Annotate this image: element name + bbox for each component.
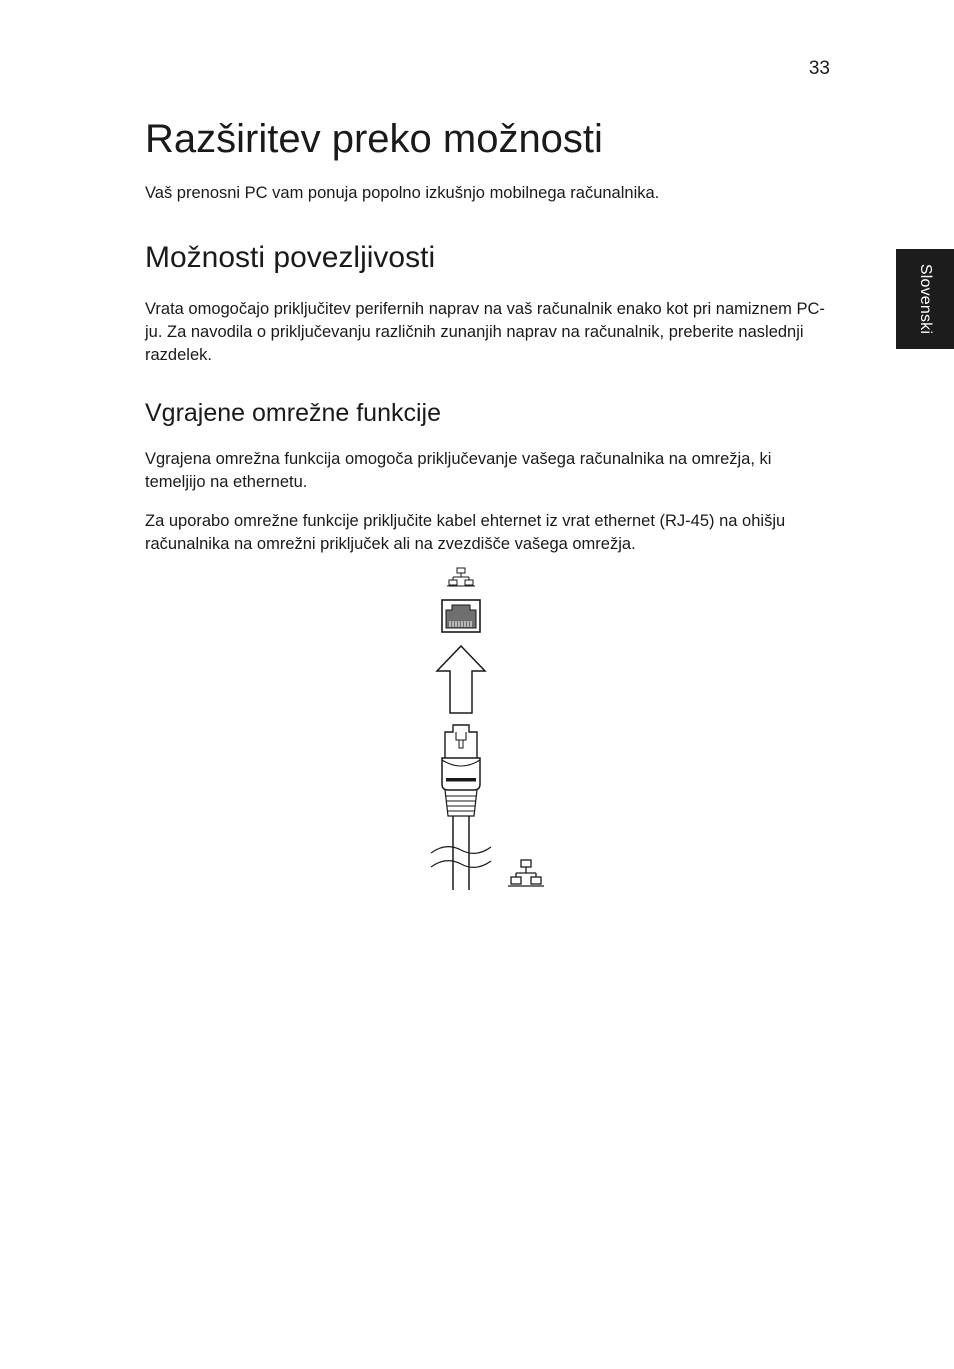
page-number: 33 (808, 58, 830, 79)
network-paragraph-1: Vgrajena omrežna funkcija omogoča priključevanje vašega računalnika na omrežja, ki temeljijo na ethernetu. (145, 450, 772, 491)
network-paragraph-2: Za uporabo omrežne funkcije priključite kabel ehternet iz vrat ethernet (RJ-45) na ohišju računalnika na omrežni priključek ali na zvezdišče vašega omrežja. (145, 512, 786, 553)
section-heading-connectivity: Možnosti povezljivosti (145, 241, 436, 274)
network-icon (508, 860, 544, 886)
page-title: Razširitev preko možnosti (145, 117, 603, 161)
rj45-plug-icon (442, 725, 480, 890)
intro-paragraph: Vaš prenosni PC vam ponuja popolno izkušnjo mobilnega računalnika. (145, 184, 660, 202)
language-tab-label: Slovenski (917, 263, 934, 335)
network-icon (447, 568, 475, 586)
ethernet-connection-figure (420, 560, 560, 900)
rj45-port-icon (442, 600, 480, 632)
section-heading-network: Vgrajene omrežne funkcije (145, 399, 441, 427)
connectivity-paragraph: Vrata omogočajo priključitev perifernih naprav na vaš računalnik enako kot pri namiznem PC-ju. Za navodila o priključevanju različnih zunanjih naprav na računalnik, preberite naslednji razdelek. (145, 300, 825, 364)
arrow-up-icon (437, 646, 485, 713)
language-tab (896, 249, 954, 349)
